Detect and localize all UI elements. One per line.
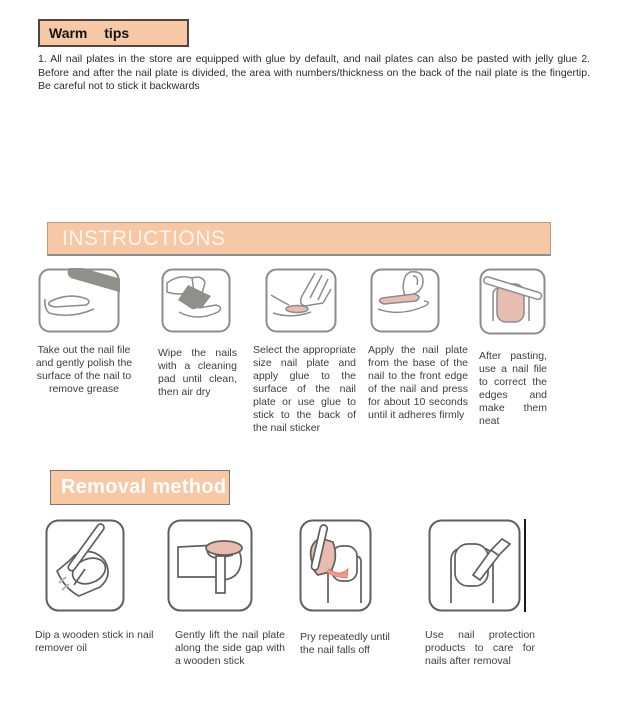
removal-method-header bbox=[50, 470, 230, 505]
pry-nail-off-icon bbox=[299, 519, 372, 612]
warm-tips-title: Warm tips bbox=[49, 25, 130, 41]
apply-glue-icon bbox=[265, 268, 337, 333]
step-caption: After pasting, use a nail file to correct the edges and make them neat bbox=[479, 350, 547, 427]
lift-nail-plate-icon bbox=[167, 519, 253, 612]
section-divider-line bbox=[524, 519, 526, 612]
step-caption: Wipe the nails with a cleaning pad until clean, then air dry bbox=[158, 347, 237, 398]
removal-caption: Pry repeatedly until the nail falls off bbox=[300, 631, 390, 656]
instructions-header bbox=[47, 222, 551, 256]
warm-tips-text: 1. All nail plates in the store are equipped with glue by default, and nail plates can also be pasted with jelly glue 2. Before and after the nail plate is divided, the area with numbers/thickness on the back of the nail plate is the fingertip. Be careful not to stick it backwards bbox=[38, 53, 590, 92]
press-nail-plate-icon bbox=[370, 268, 440, 333]
removal-caption: Use nail protection products to care for nails after removal bbox=[425, 629, 535, 667]
step-caption: Take out the nail file and gently polish the surface of the nail to remove grease bbox=[35, 344, 133, 395]
nail-file-polish-icon bbox=[38, 268, 120, 333]
file-edges-icon bbox=[479, 268, 546, 335]
removal-caption: Dip a wooden stick in nail remover oil bbox=[35, 629, 154, 654]
dip-wooden-stick-icon bbox=[45, 519, 125, 612]
step-caption: Select the appropriate size nail plate and apply glue to the surface of the nail plate or use glue to stick to the back of the nail sticker bbox=[253, 344, 356, 434]
removal-method-title: Removal method bbox=[61, 476, 227, 498]
step-caption: Apply the nail plate from the base of the nail to the front edge of the nail and press for about 10 seconds until it adheres firmly bbox=[368, 344, 468, 421]
removal-caption: Gently lift the nail plate along the side gap with a wooden stick bbox=[175, 629, 285, 667]
cleaning-pad-wipe-icon bbox=[161, 268, 231, 333]
instructions-title: INSTRUCTIONS bbox=[62, 226, 226, 250]
warm-tips-header bbox=[38, 19, 189, 47]
nail-care-icon bbox=[428, 519, 521, 612]
